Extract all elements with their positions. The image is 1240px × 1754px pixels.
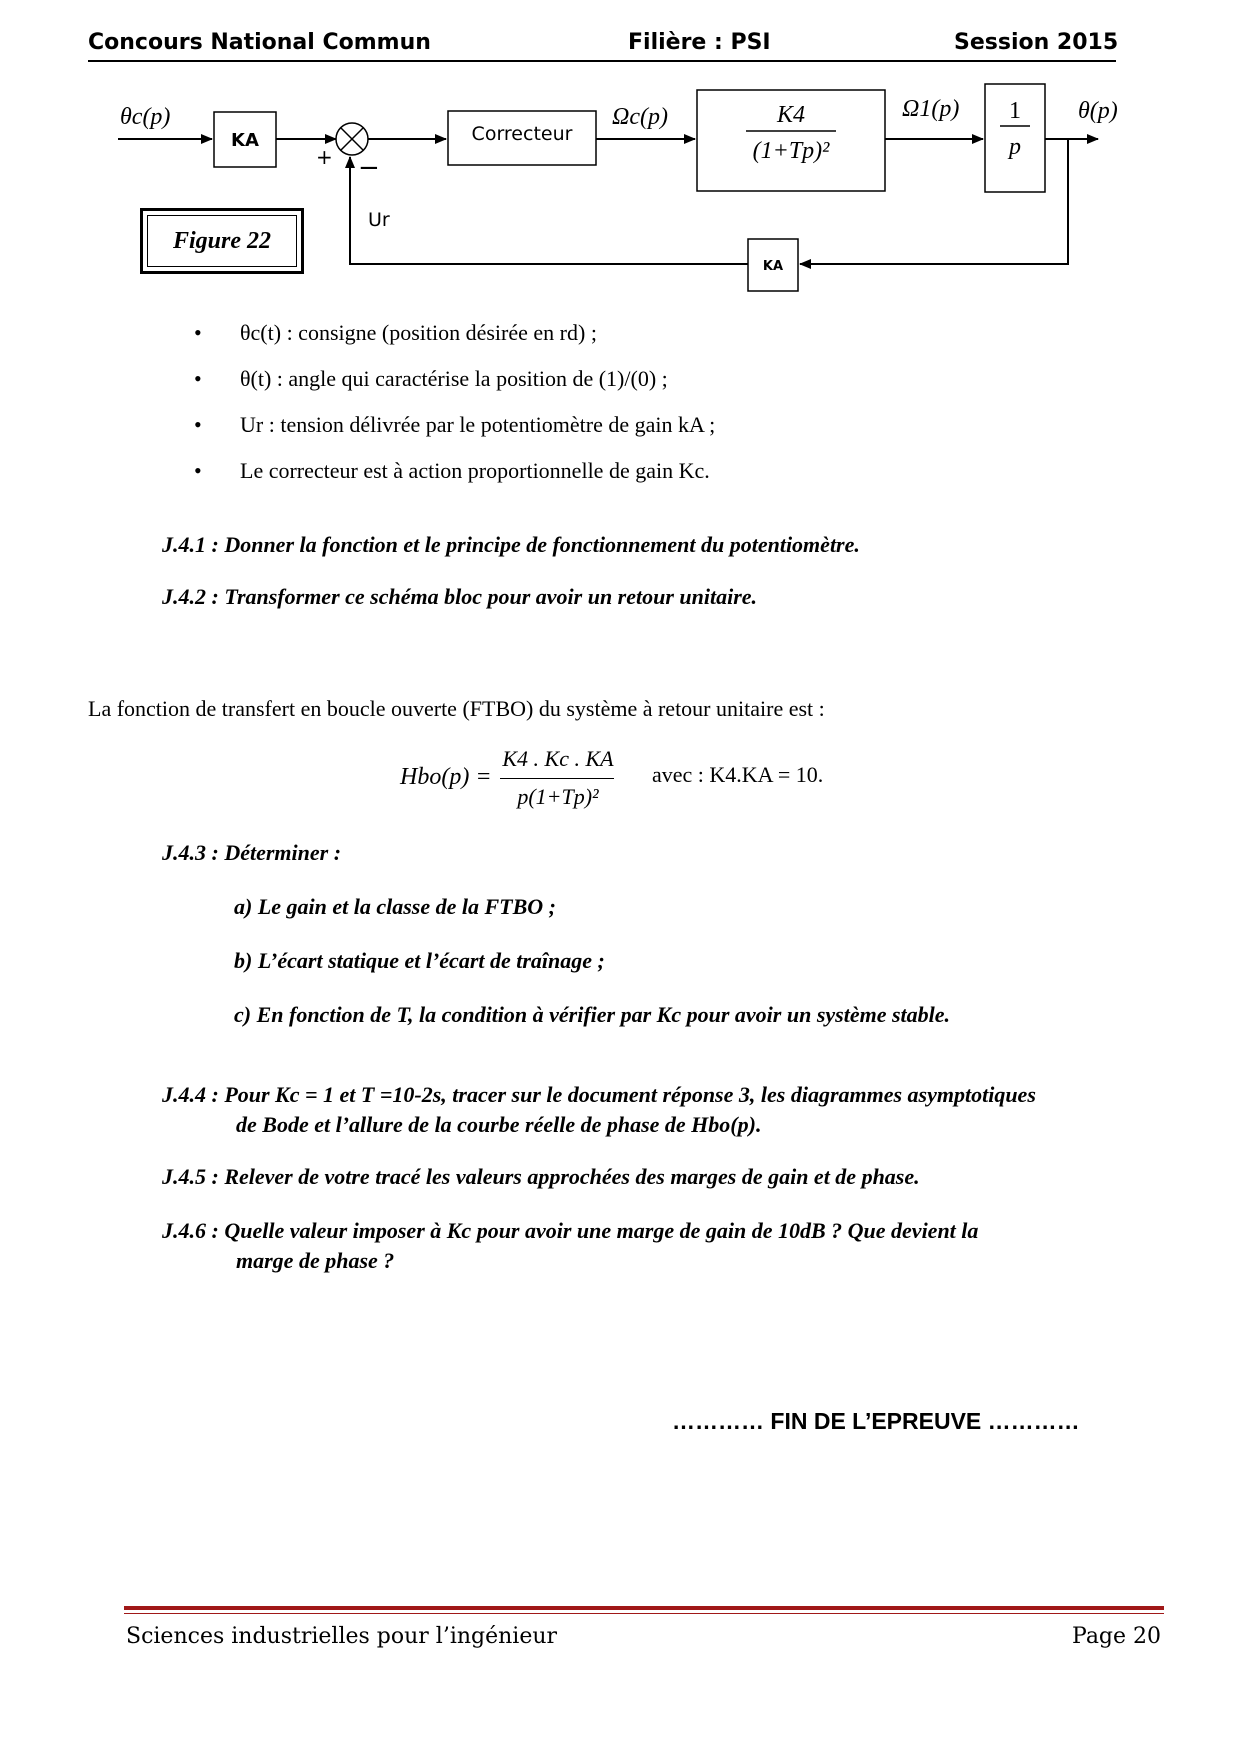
definition-tension: Ur : tension délivrée par le potentiomètre de gain kA ; xyxy=(240,412,716,437)
feedback-ka-label: KA xyxy=(762,259,784,274)
plus-sign: + xyxy=(316,145,333,169)
correcteur-label: Correcteur xyxy=(471,123,573,145)
question-j44-line1: J.4.4 : Pour Kc = 1 et T =10-2s, tracer sur le document réponse 3, les diagrammes asymptotiques xyxy=(162,1082,1036,1107)
formula-condition: avec : K4.KA = 10. xyxy=(652,762,824,787)
header-session: Session 2015 xyxy=(954,30,1119,55)
motor-tf-numerator: K4 xyxy=(776,102,806,128)
question-j46-line2: marge de phase ? xyxy=(236,1248,395,1273)
ftbo-intro: La fonction de transfert en boucle ouverte (FTBO) du système à retour unitaire est : xyxy=(88,696,825,721)
figure-caption: Figure 22 xyxy=(147,215,297,267)
formula-lhs: Hbo(p) = xyxy=(400,764,492,790)
definition-consigne: θc(t) : consigne (position désirée en rd) ; xyxy=(240,320,597,345)
formula-denominator: p(1+Tp)² xyxy=(517,784,599,809)
formula-fraction-bar xyxy=(500,778,614,779)
integrator-numerator: 1 xyxy=(1009,98,1021,124)
output-label: θ(p) xyxy=(1078,98,1118,124)
formula-numerator: K4 . Kc . KA xyxy=(502,746,614,771)
definition-correcteur: Le correcteur est à action proportionnelle de gain Kc. xyxy=(240,458,710,483)
question-j43b: b) L’écart statique et l’écart de traînage ; xyxy=(234,948,605,973)
figure-caption-box xyxy=(140,208,304,274)
feedback-signal-label: Ur xyxy=(368,209,390,231)
question-j44-line2: de Bode et l’allure de la courbe réelle de phase de Hbo(p). xyxy=(236,1112,762,1137)
footer-rule-thin xyxy=(124,1613,1164,1614)
end-of-exam: ………… FIN DE L’EPREUVE ………… xyxy=(672,1408,1080,1434)
question-j41: J.4.1 : Donner la fonction et le principe de fonctionnement du potentiomètre. xyxy=(162,532,860,557)
minus-sign: − xyxy=(358,153,380,183)
definition-angle: θ(t) : angle qui caractérise la position de (1)/(0) ; xyxy=(240,366,668,391)
footer-rule-thick xyxy=(124,1606,1164,1610)
motor-tf-denominator: (1+Tp)² xyxy=(752,138,830,164)
question-j46-line1: J.4.6 : Quelle valeur imposer à Kc pour avoir une marge de gain de 10dB ? Que devient la xyxy=(162,1218,979,1243)
omega-c-label: Ωc(p) xyxy=(612,104,668,130)
omega-1-label: Ω1(p) xyxy=(902,96,960,122)
ka-block-label: KA xyxy=(231,130,259,151)
header-contest: Concours National Commun xyxy=(88,30,431,55)
question-j43a: a) Le gain et la classe de la FTBO ; xyxy=(234,894,557,919)
question-j43c: c) En fonction de T, la condition à vérifier par Kc pour avoir un système stable. xyxy=(234,1002,951,1027)
question-j43: J.4.3 : Déterminer : xyxy=(162,840,342,865)
footer-subject: Sciences industrielles pour l’ingénieur xyxy=(126,1624,558,1649)
integrator-denominator: p xyxy=(1009,134,1021,160)
question-j45: J.4.5 : Relever de votre tracé les valeurs approchées des marges de gain et de phase. xyxy=(162,1164,920,1189)
footer-page-number: Page 20 xyxy=(1072,1624,1162,1649)
header-track: Filière : PSI xyxy=(628,30,771,55)
feedback-path-left xyxy=(350,157,748,264)
input-label: θc(p) xyxy=(120,104,171,130)
question-j42: J.4.2 : Transformer ce schéma bloc pour avoir un retour unitaire. xyxy=(162,584,758,609)
